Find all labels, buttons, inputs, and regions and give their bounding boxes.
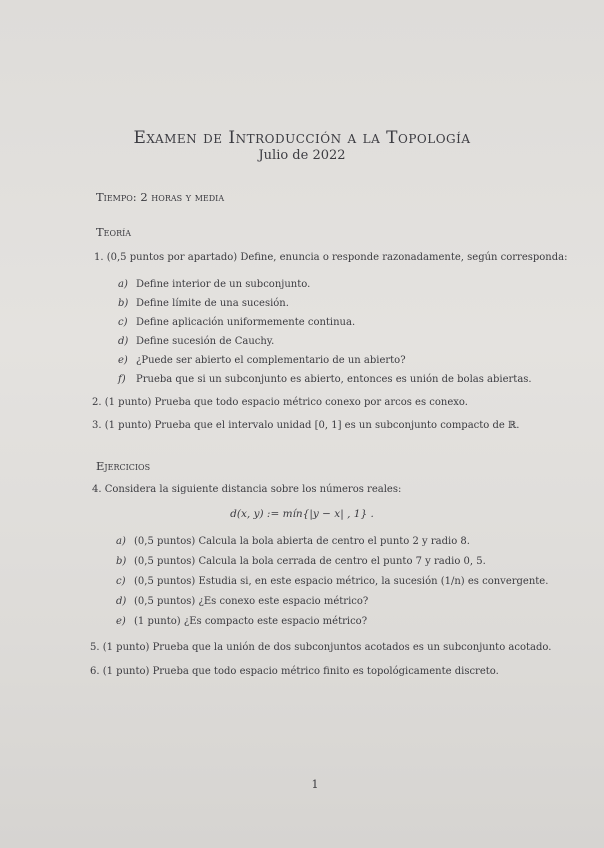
item-letter: d) bbox=[118, 336, 129, 347]
exam-title: Examen de Introducción a la Topología bbox=[133, 128, 471, 148]
question-text: (1 punto) Prueba que todo espacio métrico finito es topológicamente discreto. bbox=[102, 666, 499, 677]
question-1 bbox=[94, 252, 567, 264]
item-text: (0,5 puntos) Calcula la bola abierta de centro el punto 2 y radio 8. bbox=[134, 536, 470, 547]
exam-date: Julio de 2022 bbox=[258, 148, 346, 163]
item-text: (0,5 puntos) Calcula la bola cerrada de centro el punto 7 y radio 0, 5. bbox=[134, 556, 486, 567]
list-item bbox=[118, 298, 289, 309]
question-4 bbox=[92, 484, 401, 496]
list-item bbox=[118, 336, 274, 347]
list-item bbox=[118, 374, 532, 385]
item-letter: e) bbox=[116, 616, 126, 627]
list-item bbox=[118, 355, 406, 366]
item-letter: c) bbox=[116, 576, 126, 587]
list-item bbox=[116, 616, 367, 627]
exercises-heading: Ejercicios bbox=[96, 459, 151, 473]
page-number: 1 bbox=[311, 778, 319, 791]
item-letter: d) bbox=[116, 596, 127, 607]
list-item bbox=[118, 317, 355, 328]
question-number: 1. bbox=[94, 252, 104, 263]
list-item bbox=[116, 536, 470, 547]
question-3 bbox=[92, 420, 519, 432]
item-text: (0,5 puntos) Estudia si, en este espacio métrico, la sucesión (1/n) es convergente. bbox=[134, 576, 549, 587]
item-letter: f) bbox=[118, 374, 126, 385]
list-item bbox=[116, 596, 368, 607]
item-text: Define aplicación uniformemente continua. bbox=[136, 317, 356, 328]
question-number: 4. bbox=[92, 484, 102, 495]
question-5 bbox=[90, 642, 551, 654]
item-letter: e) bbox=[118, 355, 128, 366]
question-text: (1 punto) Prueba que todo espacio métrico conexo por arcos es conexo. bbox=[104, 397, 468, 408]
question-text: (1 punto) Prueba que la unión de dos subconjuntos acotados es un subconjunto acotado. bbox=[102, 642, 552, 653]
theory-heading: Teoría bbox=[96, 225, 132, 239]
item-letter: c) bbox=[118, 317, 128, 328]
item-text: Define sucesión de Cauchy. bbox=[136, 336, 275, 347]
time-label: Tiempo: 2 horas y media bbox=[96, 190, 225, 204]
question-number: 3. bbox=[92, 420, 102, 431]
item-text: Define interior de un subconjunto. bbox=[136, 279, 311, 290]
list-item bbox=[118, 279, 310, 290]
distance-formula: d(x, y) := mín{|y − x| , 1} . bbox=[230, 508, 374, 520]
item-text: Define límite de una sucesión. bbox=[136, 298, 289, 309]
item-letter: a) bbox=[116, 536, 126, 547]
item-letter: b) bbox=[118, 298, 129, 309]
question-2 bbox=[92, 397, 468, 409]
item-text: (0,5 puntos) ¿Es conexo este espacio métrico? bbox=[134, 596, 369, 607]
item-letter: a) bbox=[118, 279, 128, 290]
list-item bbox=[116, 556, 486, 567]
question-text: Considera la siguiente distancia sobre los números reales: bbox=[104, 484, 402, 495]
item-text: ¿Puede ser abierto el complementario de un abierto? bbox=[136, 355, 406, 366]
item-letter: b) bbox=[116, 556, 127, 567]
question-number: 5. bbox=[90, 642, 100, 653]
question-number: 2. bbox=[92, 397, 102, 408]
item-text: (1 punto) ¿Es compacto este espacio métrico? bbox=[134, 616, 368, 627]
item-text: Prueba que si un subconjunto es abierto, entonces es unión de bolas abiertas. bbox=[136, 374, 532, 385]
list-item bbox=[116, 576, 548, 587]
question-text: (1 punto) Prueba que el intervalo unidad [0, 1] es un subconjunto compacto de ℝ. bbox=[104, 420, 520, 431]
question-6 bbox=[90, 666, 499, 678]
question-number: 6. bbox=[90, 666, 100, 677]
question-text: (0,5 puntos por apartado) Define, enuncia o responde razonadamente, según corresponda: bbox=[106, 252, 568, 263]
